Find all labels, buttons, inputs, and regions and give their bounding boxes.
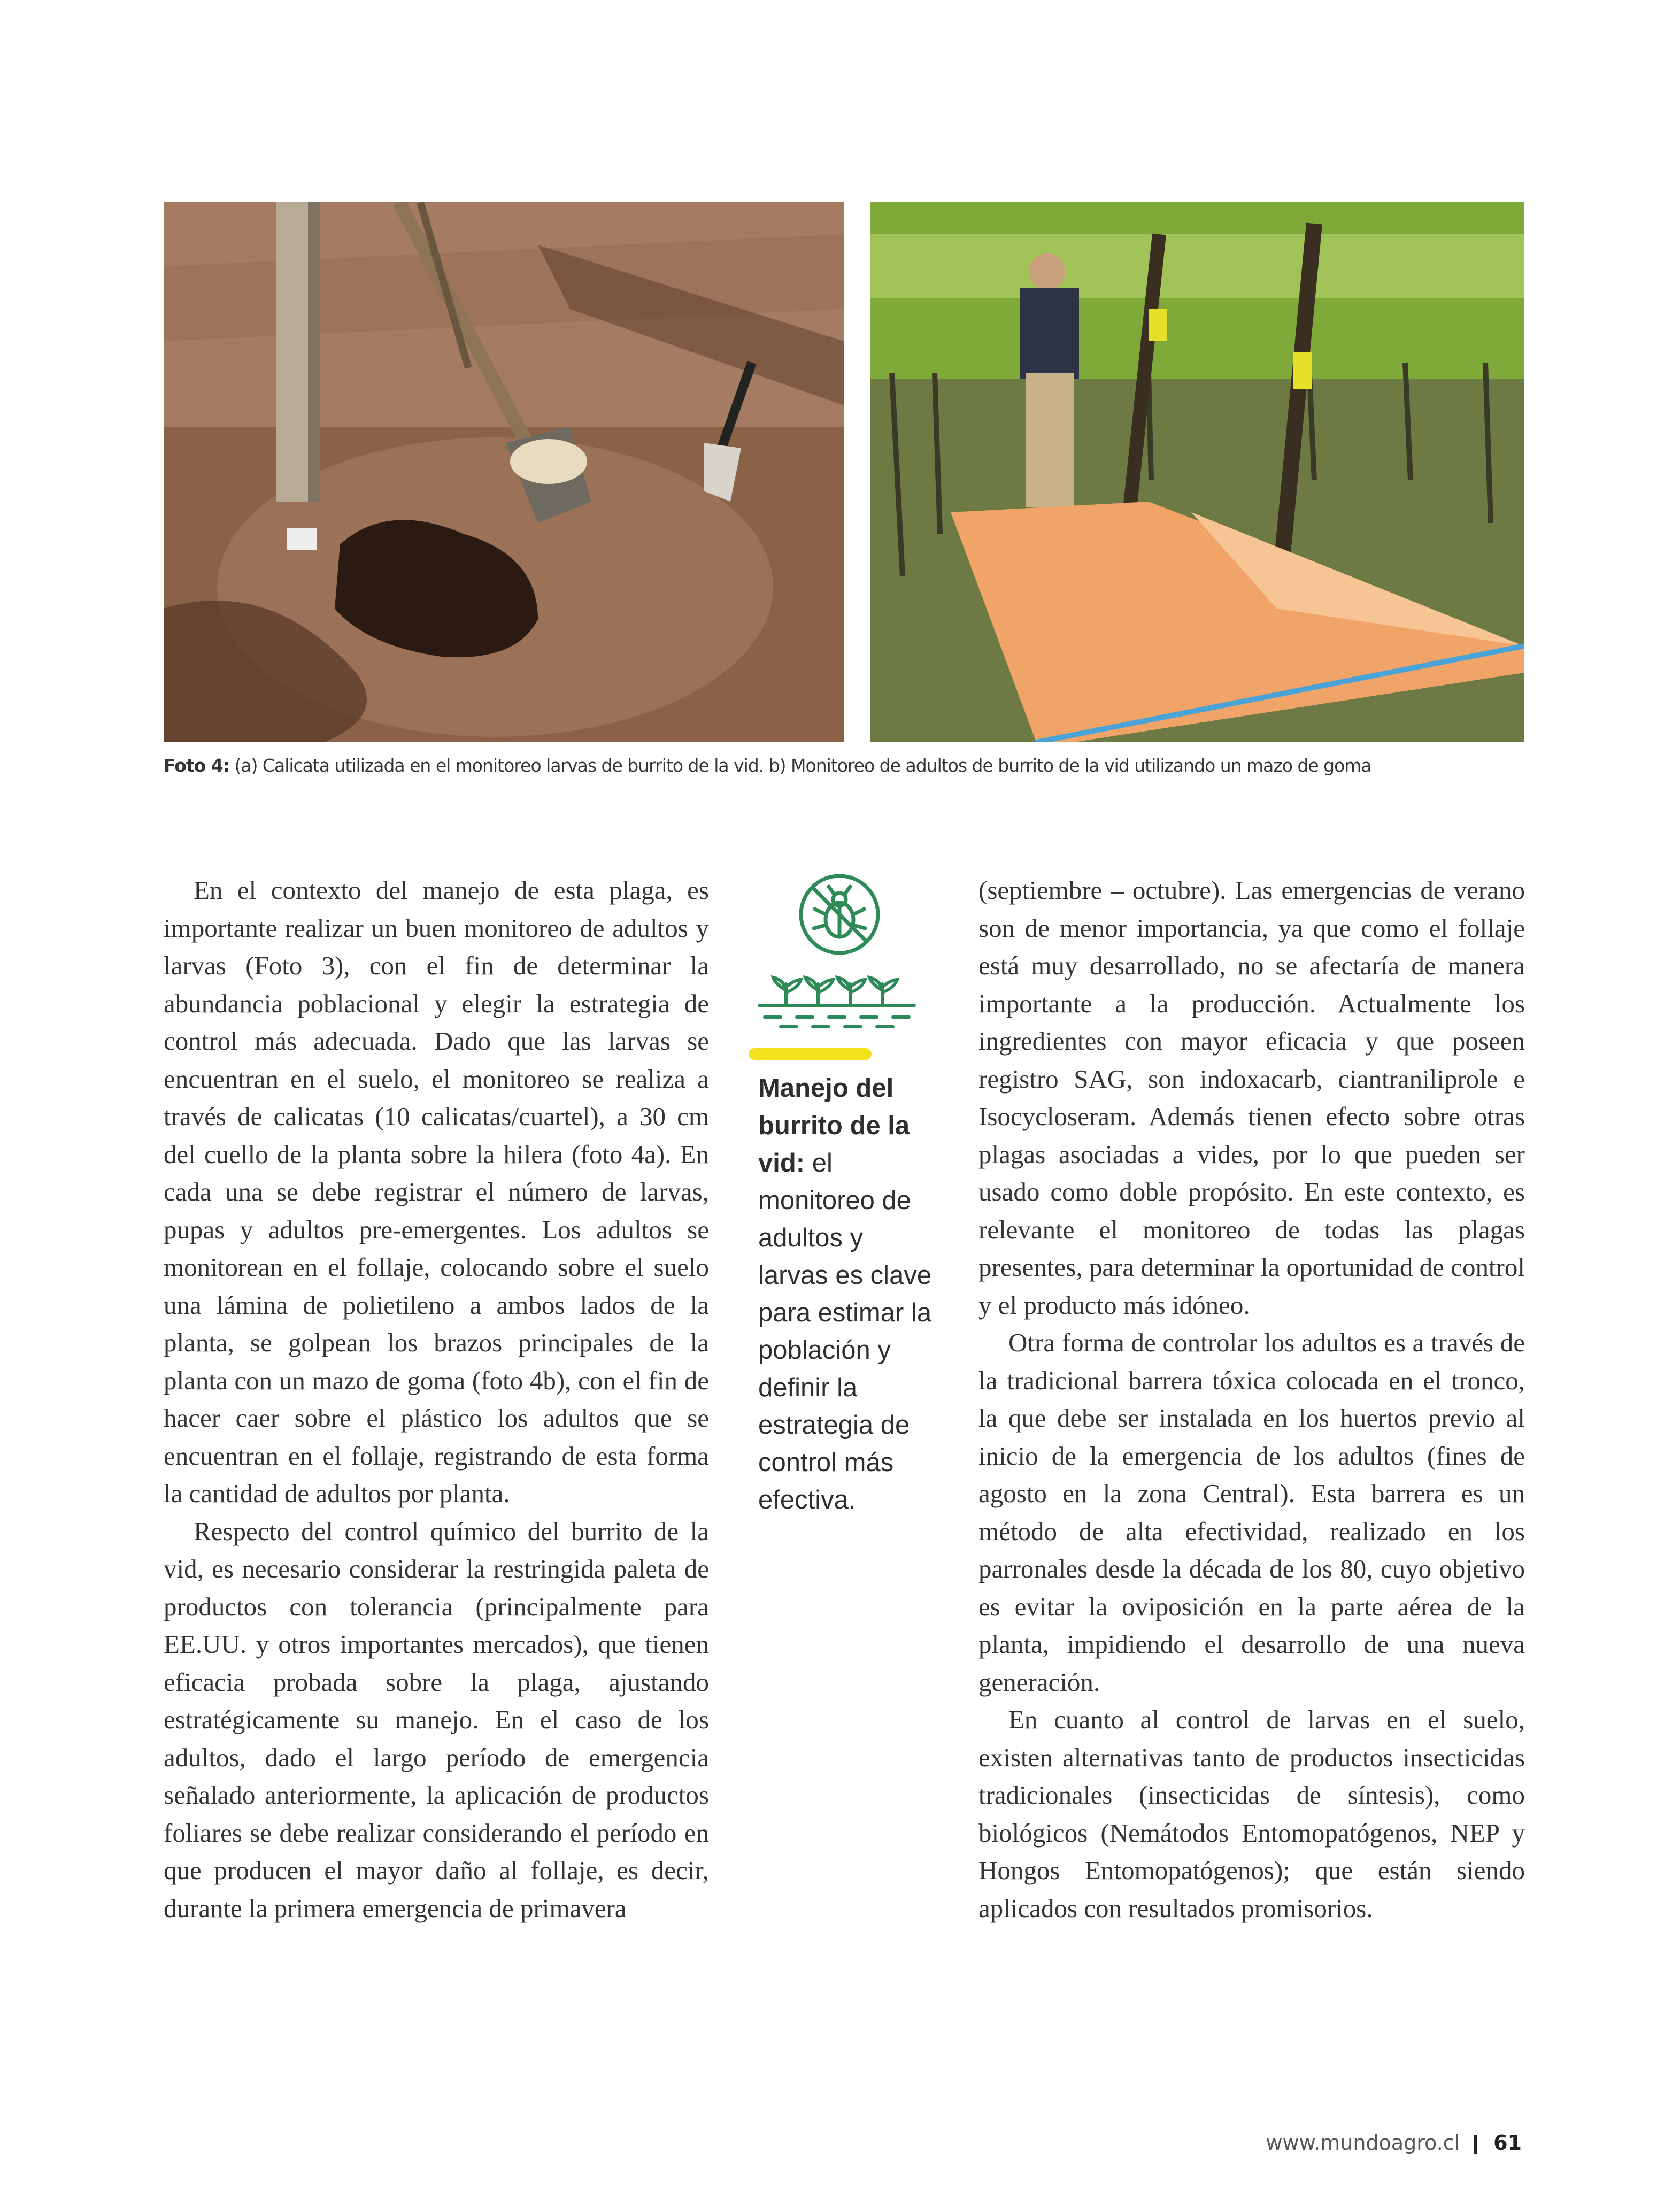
photo-soil-pit-image <box>164 202 844 742</box>
page-footer <box>1266 2131 1522 2154</box>
footer-separator <box>1474 2135 1477 2154</box>
left-paragraph-2: Respecto del control químico del burrito de la vid, es necesario considerar la restringida paleta de productos con tolerancia (principalmente para EE.UU. y otros importantes mercados), que tienen eficacia probada sobre la plaga, ajustando estratégicamente su manejo. En el caso de los adultos, dado el largo período de emergencia señalado anteriormente, la aplicación de productos foliares se debe realizar considerando el período en que producen el mayor daño al follaje, es decir, durante la primera emergencia de primavera <box>164 1516 709 1923</box>
right-column <box>978 872 1525 1927</box>
right-paragraph-3: En cuanto al control de larvas en el suelo, existen alternativas tanto de productos insecticidas tradicionales (insecticidas de síntesis), como biológicos (Nemátodos Entomopatógenos, NEP y Hongos Entomopatógenos); que están siendo aplicados con resultados promisorios. <box>978 1705 1525 1923</box>
left-column <box>164 872 709 1927</box>
right-paragraph-1: (septiembre – octubre). Las emergencias de verano son de menor importancia, ya que como el follaje está muy desarrollado, no se afectaría de manera importante a la producción. Actualmente los ingredientes con mayor eficacia y que poseen registro SAG, son indoxacarb, ciantraniliprole e Isocycloseram. Además tienen efecto sobre otras plagas asociadas a vides, por lo que pueden ser usado como doble propósito. En este contexto, es relevante el monitoreo de todas las plagas presentes, para determinar la oportunidad de control y el producto más idóneo. <box>978 875 1525 1320</box>
sidebar-icons <box>749 872 930 1043</box>
photo-caption <box>164 755 1532 776</box>
sidebar-callout <box>749 872 936 1514</box>
highlight-bar <box>749 1048 872 1060</box>
photo-vineyard-monitoring-image <box>870 202 1524 742</box>
left-paragraph-1: En el contexto del manejo de esta plaga, es importante realizar un buen monitoreo de adultos y larvas (Foto 3), con el fin de determinar la abundancia poblacional y elegir la estrategia de control más adecuada. Dado que las larvas se encuentran en el suelo, el monitoreo se realiza a través de calicatas (10 calicatas/cuartel), a 30 cm del cuello de la planta sobre la hilera (foto 4a). En cada una se debe registrar el número de larvas, pupas y adultos pre-emergentes. Los adultos se monitorean en el follaje, colocando sobre el suelo una lámina de polietileno a ambos lados de la planta, se golpean los brazos principales de la planta con un mazo de goma (foto 4b), con el fin de hacer caer sobre el plástico los adultos que se encuentran en el follaje, registrando de esta forma la cantidad de adultos por planta. <box>164 875 709 1508</box>
sidebar-text <box>758 1069 940 1519</box>
caption-text: (a) Calicata utilizada en el monitoreo larvas de burrito de la vid. b) Monitoreo de adultos de burrito de la vid utilizando un mazo de goma <box>229 755 1371 776</box>
caption-label: Foto 4: <box>164 755 229 776</box>
page-number: 61 <box>1493 2131 1522 2154</box>
sidebar-body: el monitoreo de adultos y larvas es clave para estimar la población y definir la estrategia de control más efectiva. <box>758 1149 932 1514</box>
photo-vineyard-monitoring <box>870 202 1524 742</box>
sidebar-title: Manejo del burrito de la vid: <box>758 1074 910 1178</box>
right-paragraph-2: Otra forma de controlar los adultos es a través de la tradicional barrera tóxica colocada en el tronco, la que debe ser instalada en los huertos previo al inicio de la emergencia de los adultos (fines de agosto en la zona Central). Esta barrera es un método de alta efectividad, realizado en los parronales desde la década de los 80, cuyo objetivo es evitar la oviposición en la parte aérea de la planta, impidiendo el desarrollo de una nueva generación. <box>978 1328 1525 1697</box>
sprouts-icon <box>749 968 930 1032</box>
photo-soil-pit <box>164 202 844 742</box>
footer-website: www.mundoagro.cl <box>1266 2131 1460 2154</box>
